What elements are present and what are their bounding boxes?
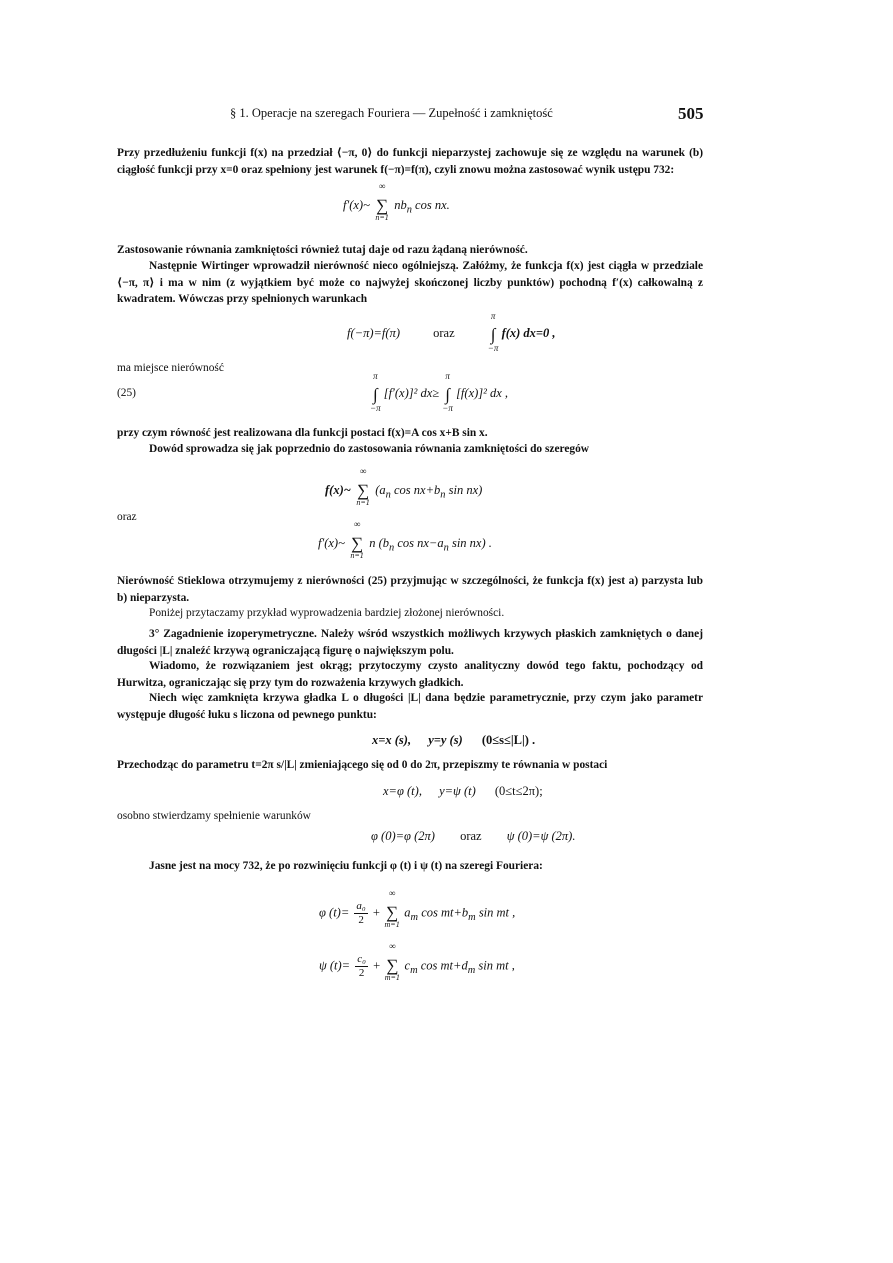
equation-conditions: f(−π)=f(π) oraz ∫ π −π f(x) dx=0 , <box>347 311 556 353</box>
summation-symbol: ∑ ∞ n=1 <box>356 466 370 507</box>
paragraph-extension: Przy przedłużeniu funkcji f(x) na przedział ⟨−π, 0⟩ do funkcji nieparzystej zachowuje się ze względu na warunek (b) ciągłość funkcji przy x=0 oraz spełniony jest warunek f(−π)=f(π), czyli znowu można zastosować wynik ustępu 732: <box>117 147 703 176</box>
paragraph-wirtinger: Następnie Wirtinger wprowadził nierówność nieco ogólniejszą. Załóżmy, że funkcja f(x) jest ciągła w przedziale ⟨−π, π⟩ i ma w nim (z wyjątkiem być może co najwyżej skończonej liczby punktów) pochodną f′(x) całkowalną z kwadratem. Wówczas przy spełnionych warunkach <box>117 260 703 305</box>
fraction: $\frac{\text{a₀}}{2}$ <box>356 900 366 926</box>
paragraph-stieklov: Nierówność Stieklowa otrzymujemy z nierówności (25) przyjmując w szczególności, że funkcja f(x) jest a) parzysta lub b) nieparzysta. <box>117 575 703 604</box>
fraction: $\frac{\text{c₀}}{2}$ <box>357 953 366 979</box>
integral-symbol: ∫ π −π <box>370 371 381 413</box>
equation-f-series: f(x)~ ∑ ∞ n=1 ($a_n$ $\cos nx+b_n$ sin nx) <box>325 466 483 507</box>
paragraph-inequality-intro: ma miejsce nierówność <box>117 362 224 374</box>
integral-symbol: ∫ π −π <box>442 371 453 413</box>
equation-psi-series: ψ (t)= $\frac{\text{c₀}}{2}$ + ∑ ∞ m=1 $c_m$ $\cos mt+d_m$ sin mt , <box>319 941 515 983</box>
equation-wirtinger-inequality: ∫ π −π [f′(x)]² dx≥ ∫ π −π [f(x)]² dx , <box>370 371 509 413</box>
equation-phi-series: φ (t)= $\frac{\text{a₀}}{2}$ + ∑ ∞ m=1 $a_m$ $\cos mt+b_m$ sin mt , <box>319 888 516 930</box>
paragraph-equality: przy czym równość jest realizowana dla funkcji postaci f(x)=A cos x+B sin x. <box>117 427 488 439</box>
equation-fprime-series: f′(x)~ ∑ ∞ n=1 $nb_n$ cos nx. <box>343 181 450 222</box>
paragraph-isoperimetric: 3° Zagadnienie izoperymetryczne. Należy wśród wszystkich możliwych krzywych płaskich zamkniętych o danej długości |L| znaleźć krzywą ograniczającą figurę o największym polu. <box>117 628 703 657</box>
paragraph-conditions: osobno stwierdzamy spełnienie warunków <box>117 810 311 822</box>
summation-symbol: ∑ ∞ n=1 <box>350 519 364 560</box>
equation-parametric-t: x=φ (t), y=ψ (t) (0≤t≤2π); <box>383 784 543 798</box>
paragraph-fourier-expansion: Jasne jest na mocy 732, że po rozwinięciu funkcji φ (t) i ψ (t) na szeregi Fouriera: <box>149 860 543 872</box>
equation-periodicity: φ (0)=φ (2π) oraz ψ (0)=ψ (2π). <box>371 829 576 843</box>
paragraph-proof: Dowód sprowadza się jak poprzednio do zastosowania równania zamkniętości do szeregów <box>149 443 590 455</box>
equation-fprime-full-series: f′(x)~ ∑ ∞ n=1 n ($b_n$ $\cos nx-a_n$ sin nx) . <box>318 519 492 560</box>
running-header: § 1. Operacje na szeregach Fouriera — Zupełność i zamkniętość <box>230 106 553 120</box>
word-oraz: oraz <box>117 511 137 523</box>
equation-lhs: f′(x)~ <box>343 198 370 212</box>
integral-symbol: ∫ π −π <box>487 311 499 353</box>
paragraph-hurwitz: Wiadomo, że rozwiązaniem jest okrąg; przytoczymy czysto analityczny dowód tego faktu, pochodzący od Hurwitza, ograniczając się przy tym do rozważenia krzywych gładkich. <box>117 660 703 689</box>
equation-label-25: (25) <box>117 387 136 399</box>
paragraph-closure: Zastosowanie równania zamkniętości również tutaj daje od razu żądaną nierówność. <box>117 244 528 256</box>
paragraph-curve: Niech więc zamknięta krzywa gładka L o długości |L| dana będzie parametrycznie, przy czym jako parametr występuje długość łuku s liczona od pewnego punktu: <box>117 692 703 721</box>
page-number: 505 <box>678 104 704 123</box>
summation-symbol: ∑ ∞ n=1 <box>375 181 389 222</box>
summation-symbol: ∑ ∞ m=1 <box>384 888 400 930</box>
summation-symbol: ∑ ∞ m=1 <box>384 941 400 983</box>
paragraph-example: Poniżej przytaczamy przykład wyprowadzenia bardziej złożonej nierówności. <box>149 607 505 619</box>
paragraph-parameter-t: Przechodząc do parametru t=2π s/|L| zmieniającego się od 0 do 2π, przepiszmy te równania w postaci <box>117 759 608 771</box>
equation-parametric-s: x=x (s), y=y (s) (0≤s≤|L|) . <box>372 733 536 747</box>
